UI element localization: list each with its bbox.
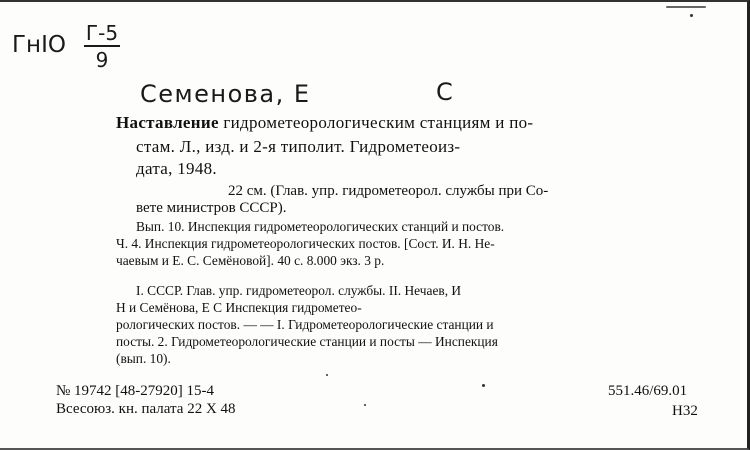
contents-line-3: чаевым и Е. С. Семёновой]. 40 с. 8.000 экз. 3 р. [116, 253, 385, 268]
scan-speck [326, 374, 328, 376]
title-heading: Наставление [116, 113, 219, 132]
udc-code: 551.46/69.01 [608, 383, 688, 399]
handwritten-author-initial: С [436, 78, 453, 106]
handwritten-author: Семенова, Е [140, 80, 311, 108]
author-code: Н32 [672, 403, 698, 419]
title-line-1 [116, 112, 533, 134]
fraction-bar [84, 45, 120, 47]
fraction-top: Г-5 [85, 21, 119, 45]
tracings-line-1: I. СССР. Глав. упр. гидрометеорол. службы. II. Нечаев, И [136, 283, 462, 298]
book-chamber: Всесоюз. кн. палата 22 X 48 [56, 401, 236, 417]
contents-line-1: Вып. 10. Инспекция гидрометеорологических станций и постов. [136, 219, 505, 234]
physical-desc-line-1: 22 см. (Глав. упр. гидрометеорол. службы при Со- [228, 183, 549, 199]
scan-speck [482, 384, 485, 387]
scan-speck [690, 14, 693, 17]
shelf-code: ГнIO [12, 32, 66, 58]
tracings-line-5: (вып. 10). [116, 351, 171, 366]
tracings-line-4: посты. 2. Гидрометеорологические станции и посты — Инспекция [116, 334, 498, 349]
scan-speck [364, 404, 366, 406]
contents-line-2: Ч. 4. Инспекция гидрометеорологических постов. [Сост. И. Н. Не- [116, 236, 495, 251]
physical-desc-line-2: вете министров СССР). [136, 200, 287, 216]
tracings-line-2: Н и Семёнова, Е С Инспекция гидрометео- [116, 300, 362, 315]
order-number: № 19742 [48-27920] 15-4 [56, 383, 215, 399]
fraction-bottom: 9 [95, 48, 109, 72]
tracings-line-3: рологических постов. — — I. Гидрометеорологические станции и [116, 317, 494, 332]
title-text: гидрометеорологическим станциям и по- [218, 113, 534, 132]
title-line-3: дата, 1948. [136, 159, 217, 178]
shelf-fraction [84, 22, 120, 71]
title-line-2: стам. Л., изд. и 2-я типолит. Гидрометеоиз- [136, 137, 461, 156]
scan-speck [666, 6, 706, 8]
